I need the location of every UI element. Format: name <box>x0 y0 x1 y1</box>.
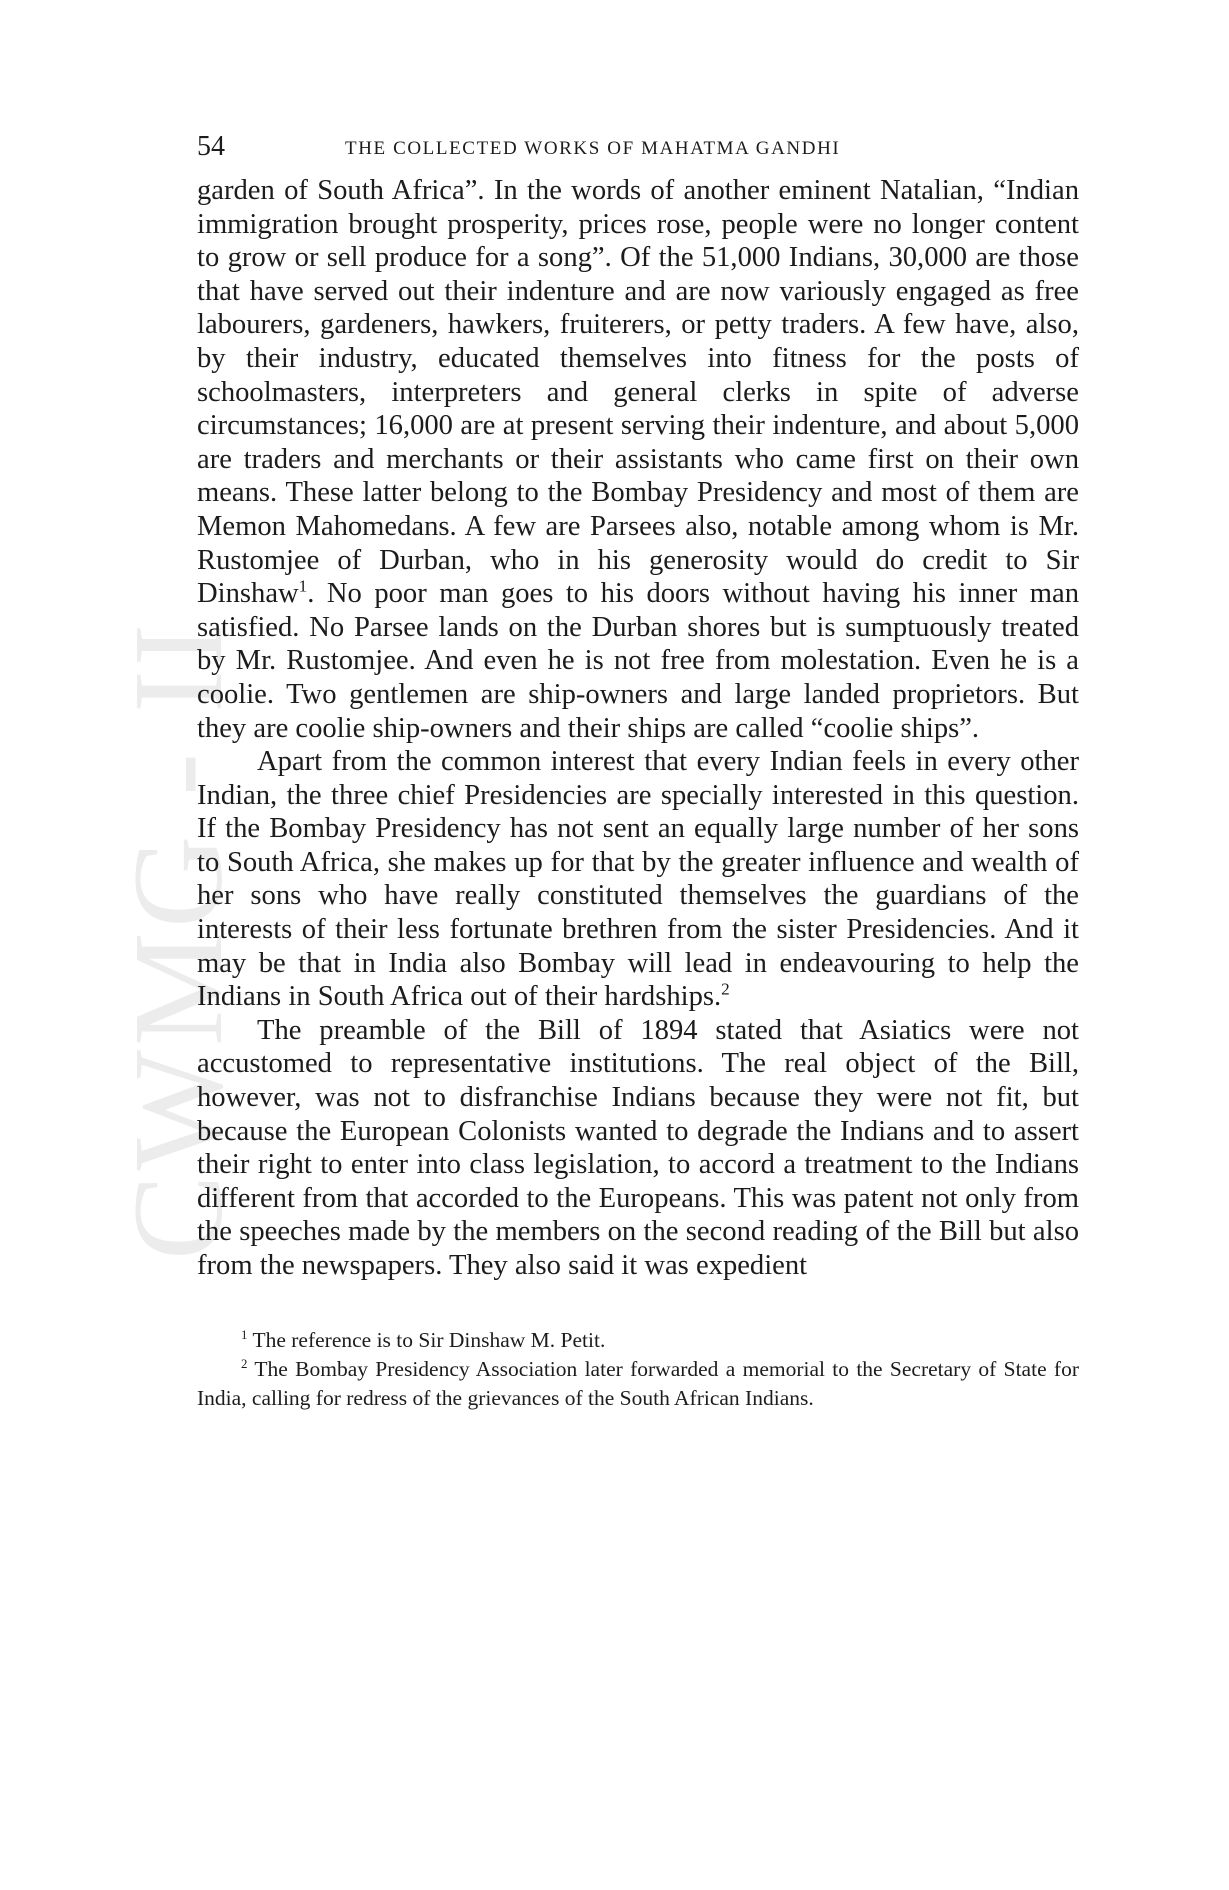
footnotes <box>197 1326 1079 1413</box>
paragraph-text: The preamble of the Bill of 1894 stated that Asiatics were not accustomed to representative institutions. The real object of the Bill, however, was not to disfranchise Indians because they were not fit, but because the European Colonists wanted to degrade the Indians and to assert their right to enter into class legislation, to accord a treatment to the Indians different from that accorded to the Europeans. This was patent not only from the speeches made by the members on the second reading of the Bill but also from the newspapers. They also said it was expedient <box>197 1014 1079 1281</box>
footnote-text: The reference is to Sir Dinshaw M. Petit. <box>252 1327 606 1352</box>
footnote-ref-1: 1 <box>298 576 308 596</box>
footnote-2 <box>197 1355 1079 1413</box>
page-number: 54 <box>197 131 225 162</box>
body-text <box>197 174 1079 1283</box>
paragraph-1 <box>197 174 1079 745</box>
footnote-ref-2: 2 <box>721 979 730 999</box>
footnote-marker: 2 <box>241 1356 248 1371</box>
running-head-title: THE COLLECTED WORKS OF MAHATMA GANDHI <box>345 138 841 159</box>
paragraph-text-continued: . No poor man goes to his doors without having his inner man satisfied. No Parsee lands on the Durban shores but is sumptuously treated by Mr. Rustomjee. And even he is not free from molestation. Even he is a coolie. Two gentlemen are ship-owners and large landed proprietors. But they are coolie ship-owners and their ships are called “coolie ships”. <box>197 578 1079 744</box>
running-head <box>197 130 1079 174</box>
footnote-text: The Bombay Presidency Association later forwarded a memorial to the Secretary of State for India, calling for redress of the grievances of the South African Indians. <box>197 1356 1079 1410</box>
watermark: CWMG - II <box>107 619 249 1261</box>
footnote-1 <box>197 1326 1079 1355</box>
paragraph-3 <box>197 1014 1079 1283</box>
paragraph-2 <box>197 745 1079 1014</box>
footnote-marker: 1 <box>241 1327 248 1342</box>
paragraph-text: garden of South Africa”. In the words of another eminent Natalian, “Indian immigration brought prosperity, prices rose, people were no longer content to grow or sell produce for a song”. Of the 51,000 Indians, 30,000 are those that have served out their indenture and are now variously engaged as free labourers, gardeners, hawkers, fruiterers, or petty traders. A few have, also, by their industry, educated themselves into fitness for the posts of schoolmasters, interpreters and general clerks in spite of adverse circumstances; 16,000 are at present serving their indenture, and about 5,000 are traders and merchants or their assistants who came first on their own means. These latter belong to the Bombay Presidency and most of them are Memon Mahomedans. A few are Parsees also, notable among whom is Mr. Rustomjee of Durban, who in his generosity would do credit to Sir Dinshaw <box>197 175 1079 610</box>
paragraph-text: Apart from the common interest that every Indian feels in every other Indian, the three chief Presidencies are specially interested in this question. If the Bombay Presidency has not sent an equally large number of her sons to South Africa, she makes up for that by the greater influence and wealth of her sons who have really constituted themselves the guardians of the interests of their less fortunate brethren from the sister Presidencies. And it may be that in India also Bombay will lead in endeavouring to help the Indians in South Africa out of their hardships. <box>197 746 1079 1013</box>
book-page <box>197 130 1079 1413</box>
